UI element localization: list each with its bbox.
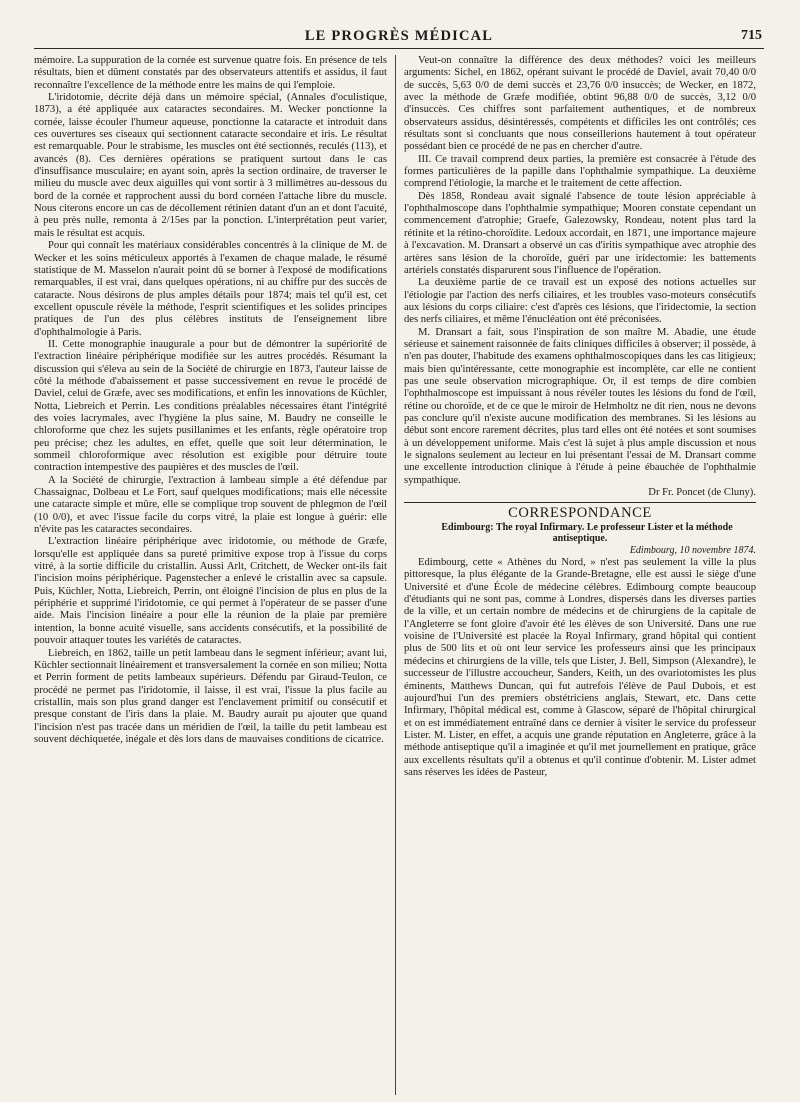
paragraph: M. Dransart a fait, sous l'inspiration de son maître M. Abadie, une étude sérieuse et sainement raisonnée de faits cliniques difficiles à observer; il possède, à n'en pas douter, l'habitude des examens ophthalmoscopiques dans les cas litigieux; mais bien qu'intéressante, cette monographie est incomplète, car elle ne contient pas une seule observation micrographique. Or, il est temps de dire combien l'ophthalmoscope est impuissant à nous révéler toutes les lésions du fond de l'œil, rétine ou choroïde, et de ce que le miroir de Helmholtz ne dit rien, nous ne devons pas conclure qu'il n'existe aucune modification des membranes. Si les lésions au début sont encore rarement décrites, plus tard elles ont été notées et sont soumises à un développement uniforme. Mais c'est là sujet à plus ample discussion et nous le signalons seulement au lecteur en lui présentant l'essai de M. Dransart comme une excellente introduction clinique à l'étude à peine ébauchée de l'ophthalmie sympathique. [404,326,756,486]
right-column [395,55,756,1095]
paragraph: A la Société de chirurgie, l'extraction à lambeau simple a été défendue par Chassaignac, Dolbeau et Le Fort, sauf quelques modifications; mais elle nécessite une cataracte simple et mûre, elle se complique trop souvent de phlegmon de l'œil (10 0/0), et avec l'issue facile du corps vitré, la plaie est longue à guérir: elle n'évite pas les cataractes secondaires. [34,474,387,536]
paragraph: mémoire. La suppuration de la cornée est survenue quatre fois. En présence de tels résultats, bien et dûment constatés par des observateurs attentifs et assidus, il faut reconnaître l'excellence de la méthode entre les mains de qui l'emploie. [34,55,387,91]
paragraph: La deuxième partie de ce travail est un exposé des notions actuelles sur l'étiologie par l'action des nerfs ciliaires, et les troubles vaso-moteurs consécutifs aux lésions du corps ciliaire: c'est d'après ces lésions, que l'iridectomie, la section des nerfs ciliaires, et même l'énucléation ont été préconisées. [404,277,756,326]
page-number: 715 [741,28,762,43]
paragraph: Veut-on connaître la différence des deux méthodes? voici les meilleurs arguments: Sichel, en 1862, opérant suivant le procédé de Daviel, avait 70,40 0/0 de succès, 5,63 0/0 de demi succès et 23,76 0/0 insuccès; de Wecker, en 1872, avec la méthode de Græfe modifiée, obtint 96,88 0/0 de succès, 3,12 0/0 d'insuccès. Ces chiffres sont parfaitement authentiques, et de nombreux observateurs assidus, désintéressés, compétents et difficiles les ont contrôlés; ces résultats sont si concluants que nous conseillerions hautement à tout opérateur possédant bien ce procédé de ne pas en chercher d'autre. [404,55,756,153]
paragraph: L'extraction linéaire périphérique avec iridotomie, ou méthode de Græfe, lorsqu'elle est appliquée dans sa pureté primitive expose trop à l'issue du corps vitré, à la sortie difficile du cristallin. Aussi Arlt, Critchett, de Wecker ont-ils fait l'incision moins périphérique. Pagenstecher a enlevé le cristallin avec sa capsule. Puis, Küchler, Notta, Liebreich, Perrin, ont éloigné l'incision de plus en plus de la périphérie et supprimé l'iridotomie, ce qui permet à l'opérateur de se passer d'une aide. Mais l'incision linéaire a pour elle la réunion de la plaie par première intention, la bonne acuité visuelle, sans accidents consécutifs, et la possibilité de pouvoir attaquer toutes les variétés de cataractes. [34,536,387,647]
article-subheading: Edimbourg: The royal Infirmary. Le professeur Lister et la méthode antiseptique. [441,521,733,545]
paragraph: Pour qui connaît les matériaux considérables concentrés à la clinique de M. de Wecker et les soins méticuleux apportés à l'examen de chaque malade, le résumé statistique de M. Masselon n'aurait point dû se borner à l'exposé de modifications remarquables, il est vrai, dans quelques opérations, ni au chiffre pur des succès de cataracte. Nous désirons de plus amples détails pour 1874; mais tel qu'il est, cet excellent opuscule révèle la méthode, l'esprit scientifiques et les solides principes pratiques de l'un des plus célèbres instituts de l'enseignement libre d'ophthalmologie à Paris. [34,240,387,338]
left-column [34,55,395,1095]
paragraph: Dès 1858, Rondeau avait signalé l'absence de toute lésion appréciable à l'ophthalmoscope dans l'ophthalmie sympathique; Mooren constate cependant un commencement d'atrophie; Graefe, Galezowsky, Rondeau, notent plus tard la rétinite et la rétino-choroïdite. Ledoux accordait, en 1871, une importance majeure à l'excavation. M. Dransart a observé un cas d'iritis sympathique avec atrophie des artères sans lésion de la choroïde, guéri par une iridectomie: les battements artériels constatés disparurent sous l'influence de l'opération. [404,190,756,276]
page-header [34,26,764,49]
text-columns [34,55,764,1095]
paragraph: II. Cette monographie inaugurale a pour but de démontrer la supériorité de l'extraction linéaire périphérique modifiée sur les autres procédés. Résumant la discussion qui s'éleva au sein de la Société de chirurgie en 1873, l'auteur laisse de côté la méthode d'abaissement et passe successivement en revue le procédé de Daviel, celui de Græfe, avec ses modifications, et enfin les innovations de Küchler, Notta, Liebreich et Perrin. Les conditions préalables nécessaires étant l'intégrité des voies lacrymales, avec l'hygiène la plus saine, M. Baudry ne conseille le chloroforme que chez les sujets pusillanimes et les enfants, règle opératoire trop peu précise; chez les adultes, en effet, quelle que soit leur détermination, le sommeil chloroformique avec résolution est exigible pour détruire toute contraction intempestive des paupières et des muscles de l'œil. [34,338,387,474]
author-signature: Dr Fr. Poncet (de Cluny). [648,487,756,499]
paragraph: III. Ce travail comprend deux parties, la première est consacrée à l'étude des formes particulières de la papille dans l'ophthalmie sympathique. La deuxième comprend l'étiologie, la marche et le traitement de cette affection. [404,153,756,190]
paragraph: Liebreich, en 1862, taille un petit lambeau dans le segment inférieur; avant lui, Küchler sectionnait linéairement et transversalement la cornée en son milieu; Notta et Perrin forment de petits lambeaux supérieurs. Défendu par Giraud-Teulon, ce procédé ne permet pas l'iridotomie, il laisse, il est vrai, l'issue la plus facile au cristallin, mais son plus grand danger est l'enclavement primitif ou consécutif et presque constant de l'iris dans la plaie. M. Baudry aurait pu ajouter que quand l'incision n'est pas tracée dans un méridien de l'œil, la taille du petit lambeau est souvent déchiquetée, inégale et dès lors dans de mauvaises conditions de cicatrice. [34,647,387,745]
dateline: Edimbourg, 10 novembre 1874. [629,544,756,556]
paragraph: L'iridotomie, décrite déjà dans un mémoire spécial, (Annales d'oculistique, 1873), a été appliquée aux cataractes secondaires. M. Wecker ponctionne la cornée, laisse écouler l'humeur aqueuse, ponctionne la cataracte et introduit dans ces ouvertures ses ciseaux qui sectionnent cataracte secondaire et iris. Le résultat est remarquable. Pour le strabisme, les muscles ont été sectionnés, reculés (113), et avancés (8). Ces dernières opérations se pratiquent surtout dans le cas d'insuffisance musculaire; en ayant soin, après la section ordinaire, de traverser le milieu du muscle avec deux aiguilles qui vont sortir à 3 millimètres au-dessous du bord de la cornée et rapprochent aussi du bord cornéen l'attache libre du muscle. Nous citerons encore un cas de décollement rétinien datant d'un an et dont l'acuité, à peu près nulle, remonta à 2/15es par la ponction. L'interprétation peut varier, mais le résultat est acquis. [34,92,387,239]
section-title: CORRESPONDANCE [404,502,756,519]
paragraph: Edimbourg, cette « Athènes du Nord, » n'est pas seulement la ville la plus pittoresque, la plus élégante de la Grande-Bretagne, elle est aussi le siège d'une Université et d'une École de médecine célèbres. Edimbourg compte beaucoup d'étudiants qui ne sont pas, comme à Londres, dispersés dans les diverses parties de la ville, et un certain nombre de médecins et de chirurgiens de la capitale de l'Angleterre se font gloire d'avoir été les élèves de son Université. Dans une rue voisine de l'Université est placée la Royal Infirmary, grand hôpital qui contient plus de 500 lits et où ont leur service les professeurs ainsi que les principaux médecins et chirurgiens de la ville, tels que Lister, J. Bell, Simpson (Alexandre), le successeur de l'illustre accoucheur, Sanders, Keith, un des ovariotomistes les plus éminents, Matthews Duncan, qui fut autrefois l'élève de Paul Dubois, et est aujourd'hui l'un des premiers obstétriciens anglais, Stewart, etc. Dans cette Infirmary, l'hôpital médical est, comme à Glascow, séparé de l'hôpital chirurgical et on est immédiatement entraîné dans ce dernier à visiter le service du professeur Lister. M. Lister, en effet, a acquis une grande réputation en Angleterre, grâce à la méthode antiseptique qu'il a imaginée et qu'il met journellement en pratique, grâce aux excellents résultats qu'il a obtenus et qu'il continue d'obtenir. M. Lister admet sans réserves les idées de Pasteur, [404,557,756,778]
journal-title: LE PROGRÈS MÉDICAL [304,28,494,44]
